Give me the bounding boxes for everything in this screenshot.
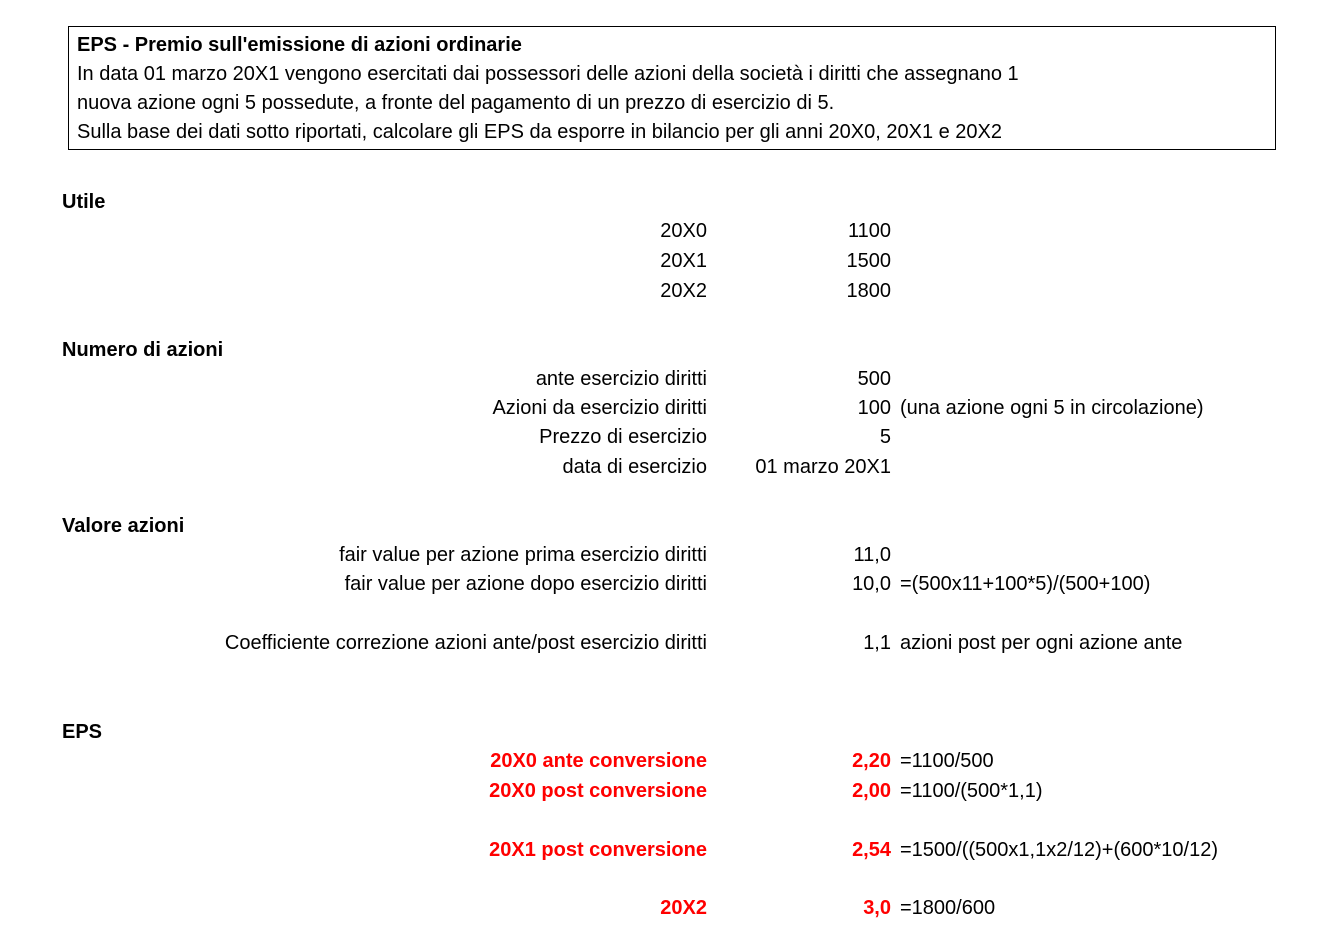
azioni-row-label: Azioni da esercizio diritti bbox=[492, 397, 707, 419]
valore-row-note: =(500x11+100*5)/(500+100) bbox=[900, 573, 1151, 595]
azioni-row-label: ante esercizio diritti bbox=[535, 368, 707, 390]
eps-row-label: 20X1 post conversione bbox=[489, 839, 707, 861]
valore-row-value: 11,0 bbox=[853, 544, 891, 566]
eps-row-formula: =1800/600 bbox=[900, 897, 996, 919]
utile-year-label: 20X1 bbox=[660, 250, 707, 272]
coefficient-value: 1,1 bbox=[863, 632, 891, 654]
eps-row-value: 2,00 bbox=[852, 780, 891, 802]
azioni-row-value: 01 marzo 20X1 bbox=[755, 456, 891, 478]
azioni-row-label: data di esercizio bbox=[562, 456, 707, 478]
utile-year-label: 20X0 bbox=[660, 220, 707, 242]
intro-title: EPS - Premio sull'emissione di azioni ordinarie bbox=[77, 34, 522, 56]
coefficient-note: azioni post per ogni azione ante bbox=[900, 632, 1183, 654]
eps-row-value: 3,0 bbox=[863, 897, 891, 919]
intro-line-2: nuova azione ogni 5 possedute, a fronte del pagamento di un prezzo di esercizio di 5. bbox=[77, 92, 835, 114]
eps-row-value: 2,20 bbox=[852, 750, 891, 772]
utile-year-label: 20X2 bbox=[660, 280, 707, 302]
eps-row-label: 20X0 ante conversione bbox=[490, 750, 707, 772]
coefficient-label: Coefficiente correzione azioni ante/post esercizio diritti bbox=[224, 632, 707, 654]
section-heading-valore-azioni: Valore azioni bbox=[62, 515, 185, 537]
utile-value: 1800 bbox=[846, 280, 891, 302]
utile-value: 1500 bbox=[846, 250, 891, 272]
eps-row-value: 2,54 bbox=[852, 839, 891, 861]
intro-line-1: In data 01 marzo 20X1 vengono esercitati dai possessori delle azioni della società i diritti che assegnano 1 bbox=[77, 63, 1019, 85]
valore-row-label: fair value per azione prima esercizio diritti bbox=[339, 544, 707, 566]
eps-row-label: 20X2 bbox=[660, 897, 707, 919]
section-heading-eps: EPS bbox=[62, 721, 103, 743]
azioni-row-note: (una azione ogni 5 in circolazione) bbox=[900, 397, 1204, 419]
azioni-row-value: 5 bbox=[879, 426, 891, 448]
valore-row-label: fair value per azione dopo esercizio diritti bbox=[344, 573, 707, 595]
intro-box bbox=[68, 26, 1276, 150]
azioni-row-label: Prezzo di esercizio bbox=[539, 426, 707, 448]
intro-line-3: Sulla base dei dati sotto riportati, calcolare gli EPS da esporre in bilancio per gli anni 20X0, 20X1 e 20X2 bbox=[77, 121, 1003, 143]
eps-row-formula: =1100/500 bbox=[900, 750, 994, 772]
section-heading-numero-azioni: Numero di azioni bbox=[62, 339, 224, 361]
section-heading-utile: Utile bbox=[62, 191, 106, 213]
valore-row-value: 10,0 bbox=[852, 573, 891, 595]
eps-row-label: 20X0 post conversione bbox=[489, 780, 707, 802]
eps-row-formula: =1100/(500*1,1) bbox=[900, 780, 1043, 802]
azioni-row-value: 100 bbox=[857, 397, 891, 419]
azioni-row-value: 500 bbox=[857, 368, 891, 390]
eps-row-formula: =1500/((500x1,1x2/12)+(600*10/12) bbox=[900, 839, 1219, 861]
utile-value: 1100 bbox=[847, 220, 891, 242]
